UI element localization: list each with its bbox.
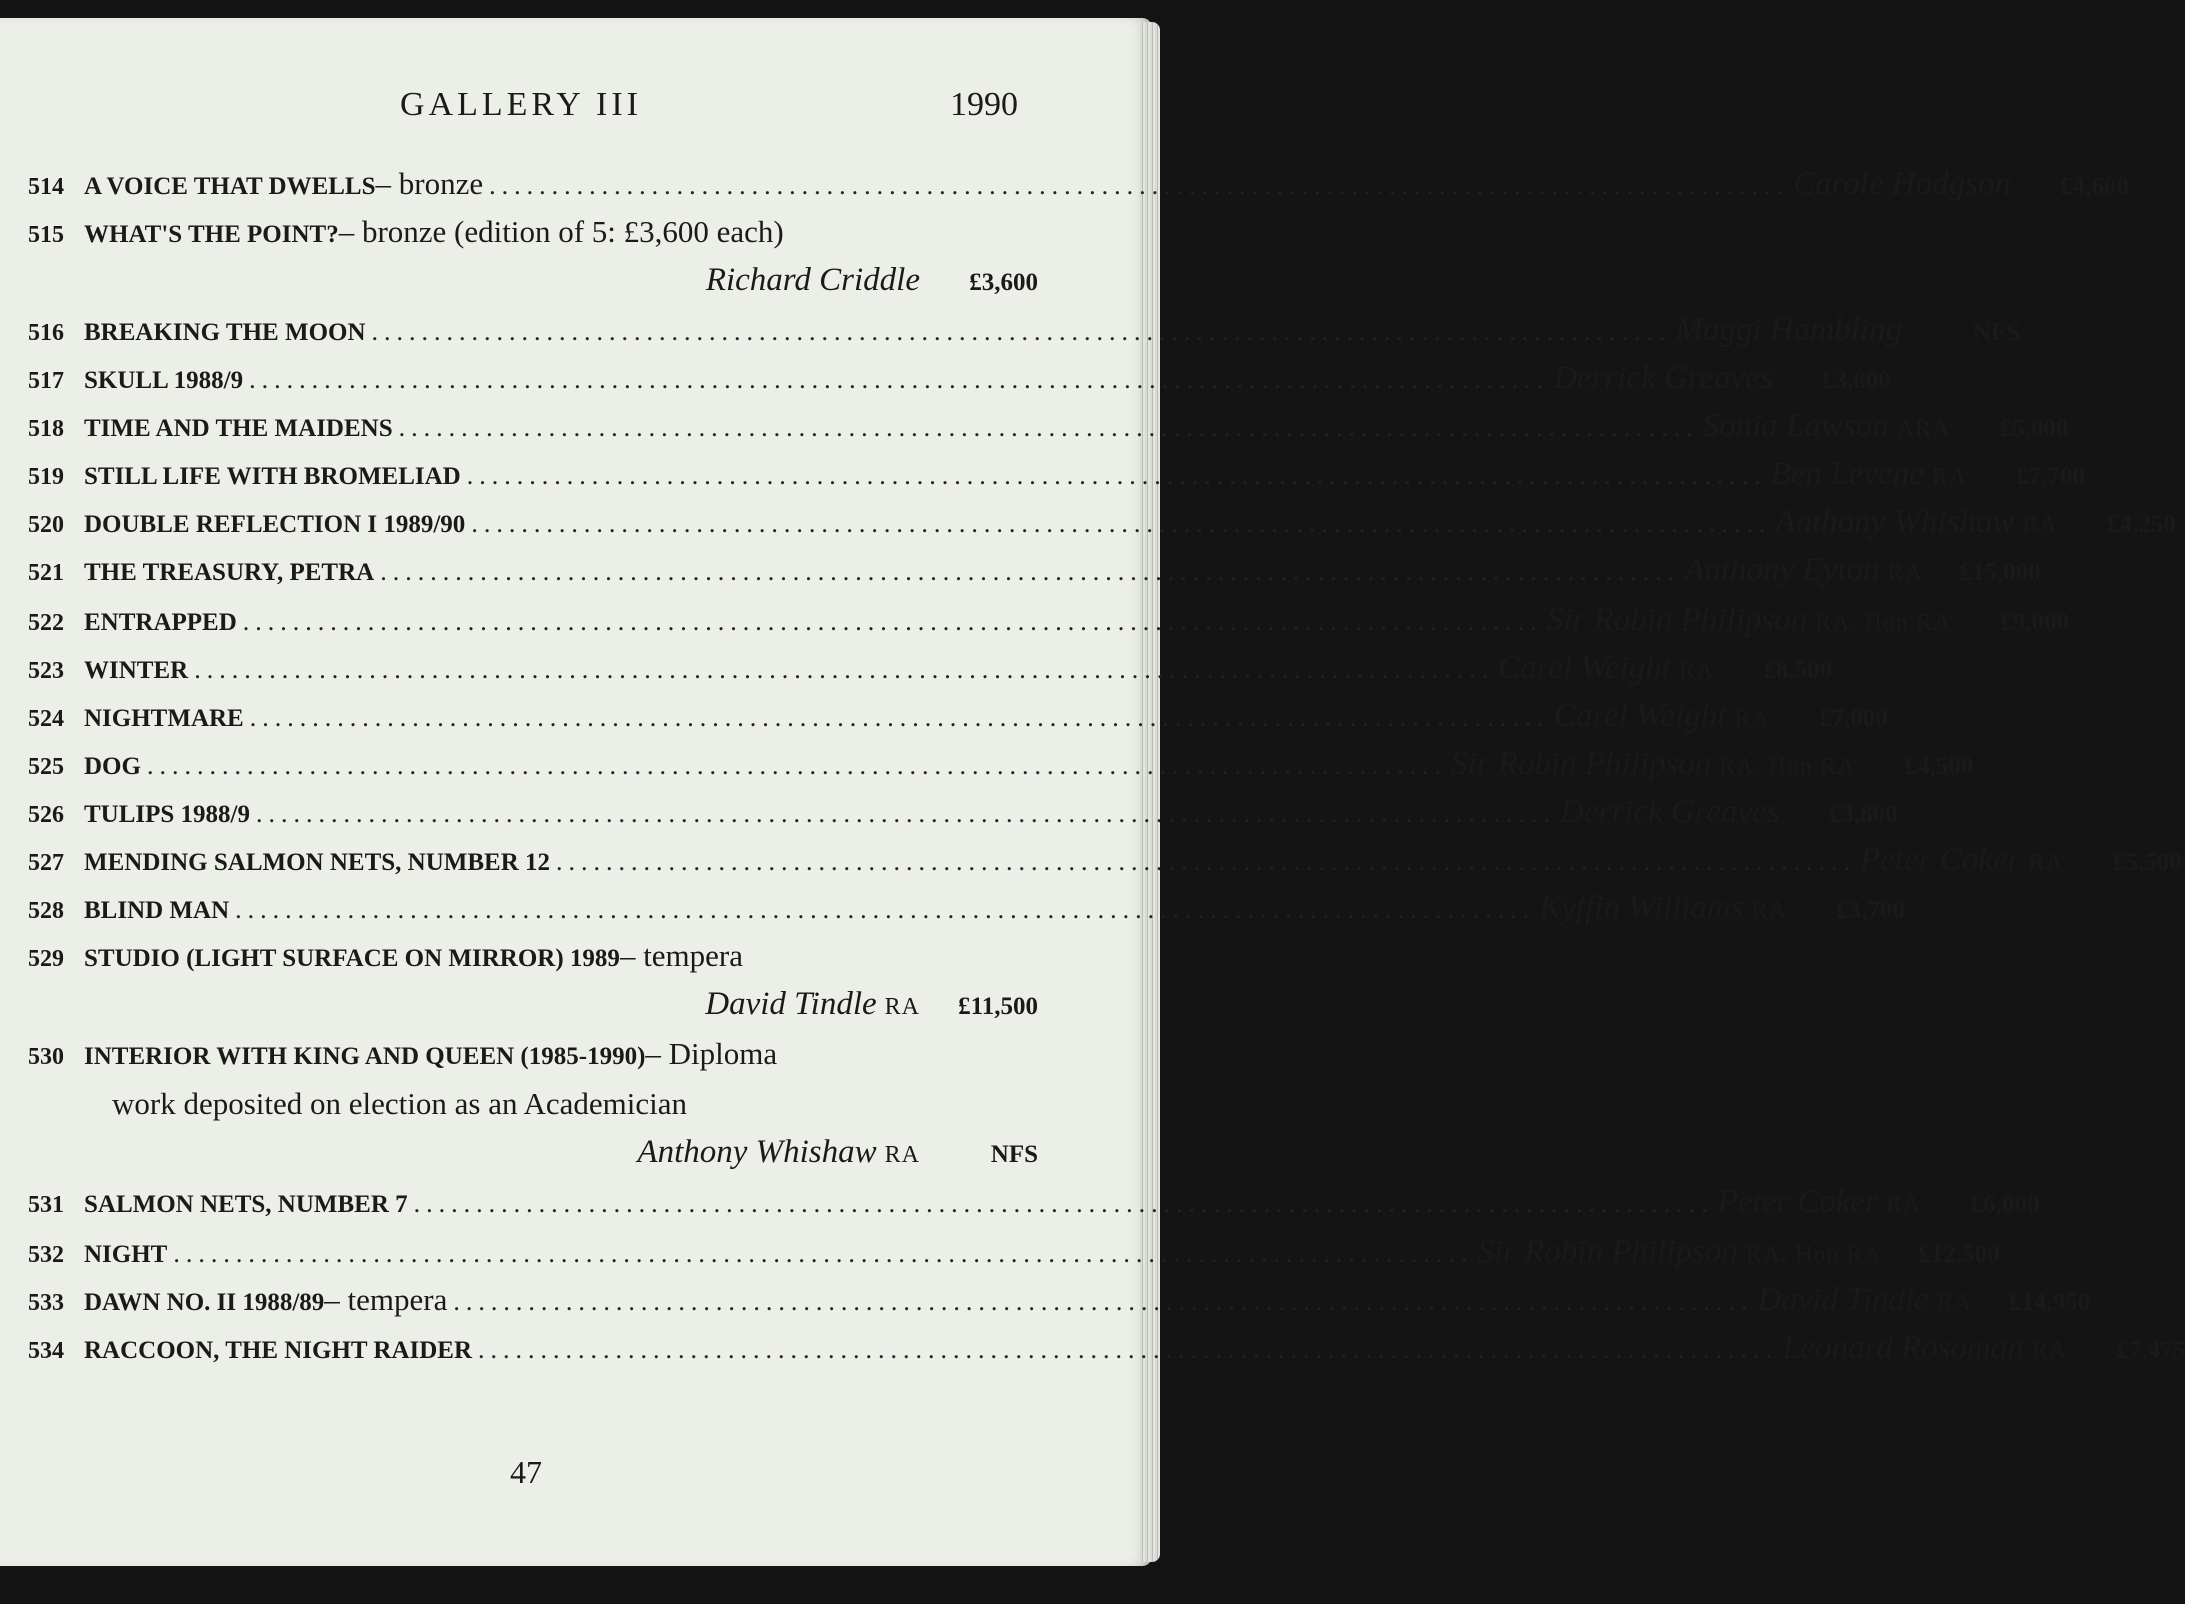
leader-dots: ........................................................................................................ [413, 1189, 1714, 1218]
entry-number: 530 [28, 1044, 64, 1070]
entry-title: A VOICE THAT DWELLS [84, 173, 376, 200]
catalogue-entry [28, 1234, 2000, 1274]
catalogue-entry [28, 746, 1974, 786]
leader-dots: ........................................................................................................ [466, 461, 1767, 490]
catalogue-entry [28, 842, 2182, 882]
entry-honours: RA [1887, 560, 1923, 586]
entry-artist: Carel Weight [1498, 650, 1671, 686]
entry-price: £4,600 [2060, 173, 2129, 200]
entry-honours: RA [1751, 898, 1787, 924]
entry-title: STUDIO (LIGHT SURFACE ON MIRROR) 1989 [84, 945, 620, 972]
catalogue-entry-continuation [28, 1086, 1122, 1126]
entry-artist: Leonard Rosoman [1782, 1330, 2024, 1366]
entry-title: BLIND MAN [84, 897, 230, 924]
entry-number: 523 [28, 658, 64, 684]
entry-medium-continued: work deposited on election as an Academician [112, 1086, 688, 1121]
entry-number: 521 [28, 560, 64, 586]
entry-medium: – tempera [324, 1282, 448, 1317]
entry-price: £7,700 [2016, 463, 2086, 490]
entry-price: £11,500 [958, 993, 1038, 1020]
leader-dots: ........................................................................................................ [235, 895, 1536, 924]
catalogue-year: 1990 [950, 86, 1018, 123]
entry-number: 529 [28, 946, 64, 972]
leader-dots: ........................................................................................................ [242, 607, 1543, 636]
leader-dots: ........................................................................................................ [371, 317, 1672, 346]
entry-price: £6,000 [1970, 1191, 2040, 1218]
catalogue-entry-continuation [28, 262, 1038, 302]
entry-artist: Anthony Whishaw [1775, 504, 2015, 540]
entry-medium: – tempera [619, 938, 744, 973]
entry-price: £3,600 [969, 269, 1038, 296]
entry-number: 531 [28, 1192, 64, 1218]
catalogue-entry [28, 456, 2086, 496]
entry-artist: David Tindle [1757, 1282, 1929, 1318]
entry-number: 532 [28, 1242, 64, 1268]
entry-title: STILL LIFE WITH BROMELIAD [84, 463, 461, 490]
entry-title: THE TREASURY, PETRA [84, 559, 375, 586]
entry-number: 524 [28, 706, 64, 732]
entry-price: £5,500 [2112, 849, 2182, 876]
entry-artist: Carole Hodgson [1793, 166, 2011, 202]
entry-artist: Sir Robin Philipson [1546, 602, 1808, 638]
catalogue-entry [28, 360, 1891, 400]
entry-title: NIGHT [84, 1241, 168, 1268]
leader-dots: ........................................................................................................ [146, 751, 1447, 780]
entry-honours: RA [884, 1142, 920, 1168]
entry-honours: RA [2022, 512, 2058, 538]
catalogue-entry-continuation [28, 1134, 1038, 1174]
entry-artist: Peter Coker [1860, 842, 2021, 878]
entry-honours: RA [1678, 658, 1715, 684]
catalogue-entry [28, 166, 2129, 206]
entry-price: £12,500 [1918, 1241, 2000, 1268]
page-number: 47 [510, 1454, 542, 1490]
entry-price: £8,500 [1763, 657, 1833, 684]
entry-honours: ARA [1896, 416, 1951, 442]
entry-number: 515 [28, 222, 64, 248]
leader-dots: ........................................................................................................ [453, 1287, 1754, 1316]
entry-price: £3,800 [1821, 367, 1891, 394]
entry-title: DOUBLE REFLECTION I 1989/90 [84, 511, 466, 538]
catalogue-entry [28, 890, 1905, 930]
entry-artist: David Tindle [705, 986, 877, 1022]
catalogue-entry [28, 312, 2020, 352]
catalogue-entry [28, 504, 2176, 544]
entry-honours: RA, Hon RA [1815, 610, 1952, 636]
catalogue-entry [28, 794, 1898, 834]
entry-title: MENDING SALMON NETS, NUMBER 12 [84, 849, 551, 876]
entry-artist: Derrick Greaves [1560, 794, 1780, 830]
entry-number: 534 [28, 1338, 64, 1364]
entry-number: 518 [28, 416, 64, 442]
entry-artist: Anthony Whishaw [637, 1134, 877, 1170]
entry-artist: Anthony Eyton [1684, 552, 1880, 588]
entry-number: 519 [28, 464, 64, 490]
entry-medium: – bronze (edition of 5: £3,600 each) [338, 214, 784, 249]
catalogue-entry [28, 698, 1888, 738]
entry-title: BREAKING THE MOON [84, 319, 366, 346]
entry-honours: RA [884, 994, 920, 1020]
entry-number: 522 [28, 610, 64, 636]
entry-artist: Richard Criddle [705, 262, 920, 298]
entry-price: £9,000 [2000, 609, 2070, 636]
leader-dots: ........................................................................................................ [489, 171, 1790, 200]
leader-dots: ........................................................................................................ [380, 557, 1681, 586]
entry-artist: Ben Levene [1770, 456, 1924, 492]
catalogue-entry [28, 938, 1038, 978]
entry-price: £14,950 [2008, 1289, 2091, 1316]
leader-dots: ........................................................................................................ [471, 509, 1772, 538]
leader-dots: ........................................................................................................ [194, 655, 1495, 684]
entry-number: 520 [28, 512, 64, 538]
entry-artist: Sir Robin Philipson [1450, 746, 1712, 782]
entry-title: DAWN NO. II 1988/89 [84, 1289, 325, 1316]
catalogue-entry [28, 1330, 2185, 1370]
leader-dots: ........................................................................................................ [398, 413, 1699, 442]
entry-artist: Derrick Greaves [1553, 360, 1773, 396]
entry-honours: RA [1931, 464, 1968, 490]
entry-honours: RA, Hon RA [1719, 754, 1856, 780]
entry-number: 517 [28, 368, 64, 394]
catalogue-entry [28, 1282, 2091, 1322]
entry-number: 527 [28, 850, 64, 876]
entry-title: DOG [84, 753, 141, 780]
catalogue-entry [28, 408, 2069, 448]
entry-title: NIGHTMARE [84, 705, 244, 732]
entry-honours: RA [1734, 706, 1770, 732]
entry-price: £15,000 [1959, 559, 2041, 586]
entry-number: 516 [28, 320, 64, 346]
entry-title: RACCOON, THE NIGHT RAIDER [84, 1337, 473, 1364]
entry-title: INTERIOR WITH KING AND QUEEN (1985-1990) [84, 1043, 646, 1070]
entry-honours: RA [2031, 1338, 2068, 1364]
entry-honours: RA [2028, 850, 2064, 876]
entry-price: NFS [1972, 319, 2020, 346]
entry-price: £3,800 [1828, 801, 1898, 828]
entry-title: WINTER [84, 657, 189, 684]
entry-number: 526 [28, 802, 64, 828]
leader-dots: ........................................................................................................ [249, 703, 1550, 732]
entry-price: NFS [990, 1141, 1038, 1168]
leader-dots: ........................................................................................................ [478, 1335, 1779, 1364]
entry-artist: Carel Weight [1553, 698, 1727, 734]
entry-artist: Maggi Hambling [1675, 312, 1902, 348]
entry-price: £7,475 [2116, 1337, 2185, 1364]
entry-title: WHAT'S THE POINT? [84, 221, 339, 248]
entry-medium: – bronze [375, 166, 484, 201]
entry-title: SALMON NETS, NUMBER 7 [84, 1191, 408, 1218]
catalogue-entry [28, 1184, 2040, 1224]
catalogue-entry-continuation [28, 986, 1038, 1026]
entry-price: £4,500 [1904, 753, 1974, 780]
entry-artist: Sir Robin Philipson [1477, 1234, 1738, 1270]
leader-dots: ........................................................................................................ [173, 1239, 1474, 1268]
catalogue-entry [28, 602, 2070, 642]
leader-dots: ........................................................................................................ [256, 799, 1557, 828]
entry-honours: RA [1936, 1290, 1973, 1316]
entry-price: £7,000 [1818, 705, 1888, 732]
entry-title: SKULL 1988/9 [84, 367, 244, 394]
entry-honours: RA, Hon RA [1745, 1242, 1882, 1268]
catalogue-entry [28, 650, 1833, 690]
catalogue-entry [28, 214, 1038, 254]
entry-artist: Sonia Lawson [1702, 408, 1889, 444]
entry-title: TULIPS 1988/9 [84, 801, 251, 828]
entry-title: ENTRAPPED [84, 609, 237, 636]
entry-artist: Kyffin Williams [1539, 890, 1744, 926]
entry-number: 528 [28, 898, 64, 924]
entry-number: 514 [28, 174, 64, 200]
entry-title: TIME AND THE MAIDENS [84, 415, 393, 442]
catalogue-entry [28, 552, 2041, 592]
leader-dots: ........................................................................................................ [249, 365, 1550, 394]
entry-medium: – Diploma [645, 1036, 778, 1071]
entry-price: £4,250 [2107, 511, 2176, 538]
catalogue-entry [28, 1036, 1038, 1076]
leader-dots: ........................................................................................................ [556, 847, 1857, 876]
gallery-title: GALLERY III [400, 86, 642, 123]
entry-number: 533 [28, 1290, 64, 1316]
entry-price: £5,000 [1999, 415, 2069, 442]
entry-number: 525 [28, 754, 64, 780]
entry-artist: Peter Coker [1717, 1184, 1879, 1220]
entry-honours: RA [1886, 1192, 1922, 1218]
entry-price: £3,700 [1836, 897, 1905, 924]
